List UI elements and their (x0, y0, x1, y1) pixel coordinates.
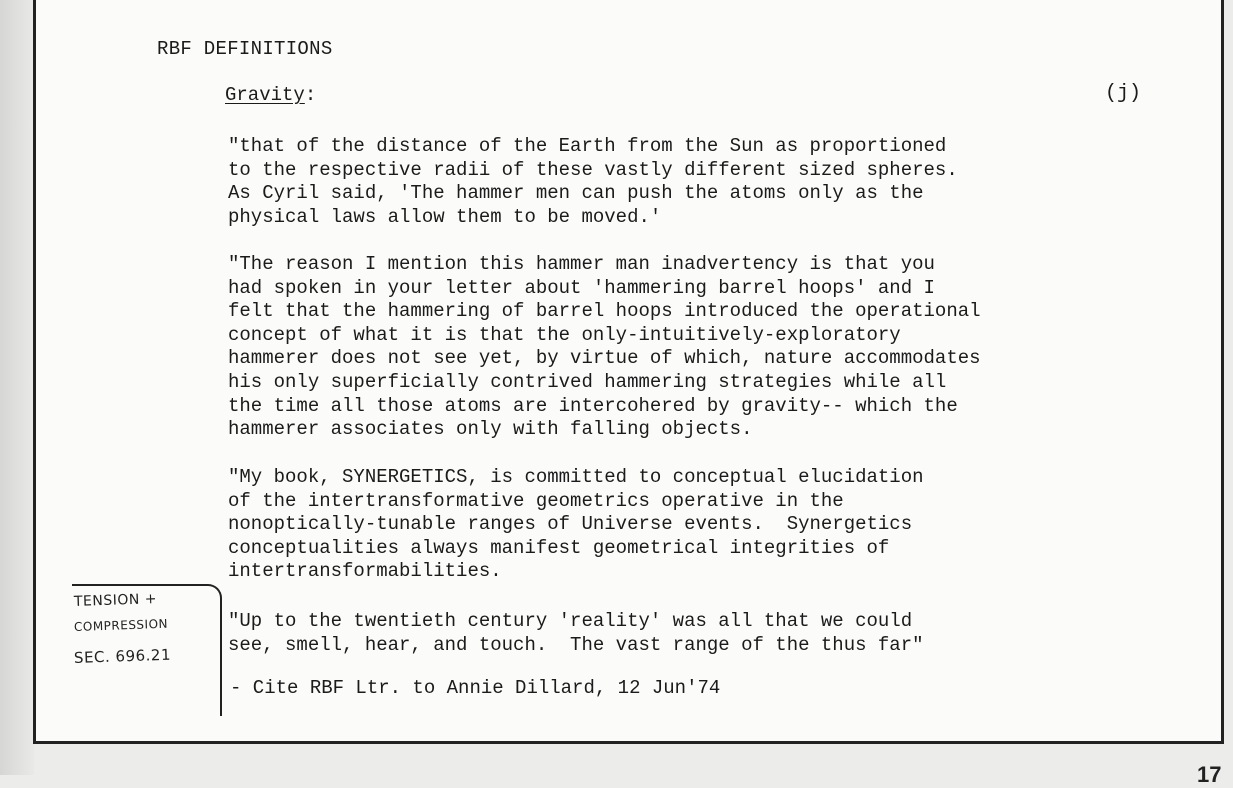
quote-paragraph-1: "that of the distance of the Earth from the Sun as proportioned to the respective radii of these vastly different sized spheres. As Cyril said, 'The hammer men can push the atoms only as the physical laws allow them to be moved.' (228, 135, 958, 228)
quote-paragraph-3: "My book, SYNERGETICS, is committed to conceptual elucidation of the intertransformative geometrics operative in the nonoptically-tunable ranges of Universe events. Synergetics conceptualities always manifest geometrical integrities of intertransformabilities. (228, 466, 924, 583)
page-title: RBF DEFINITIONS (157, 38, 333, 60)
definition-term: Gravity: (225, 84, 317, 106)
reference-letter: (j) (1104, 82, 1141, 105)
margin-note-line-3: SEC. 696.21 (73, 645, 172, 667)
page-number: 17 (1197, 762, 1222, 787)
quote-paragraph-2: "The reason I mention this hammer man inadvertency is that you had spoken in your letter about 'hammering barrel hoops' and I felt that the hammering of barrel hoops introduced the operational concept of what it is that the only-intuitively-exploratory hammerer does not see yet, by virtue of which, nature accommodates his only superficially contrived hammering strategies while all the time all those atoms are intercohered by gravity-- which the hammerer associates only with falling objects. (228, 253, 981, 441)
page-margin-shade (0, 0, 34, 775)
citation: - Cite RBF Ltr. to Annie Dillard, 12 Jun'74 (230, 677, 721, 699)
margin-note-line-2: COMPRESSION (73, 616, 169, 634)
margin-note-line-1: TENSION + (73, 591, 158, 610)
quote-paragraph-4: "Up to the twentieth century 'reality' was all that we could see, smell, hear, and touch. The vast range of the thus far" (228, 610, 924, 656)
definition-card (33, 0, 1224, 744)
term-word: Gravity (225, 84, 305, 106)
handwritten-margin-note (72, 584, 222, 716)
